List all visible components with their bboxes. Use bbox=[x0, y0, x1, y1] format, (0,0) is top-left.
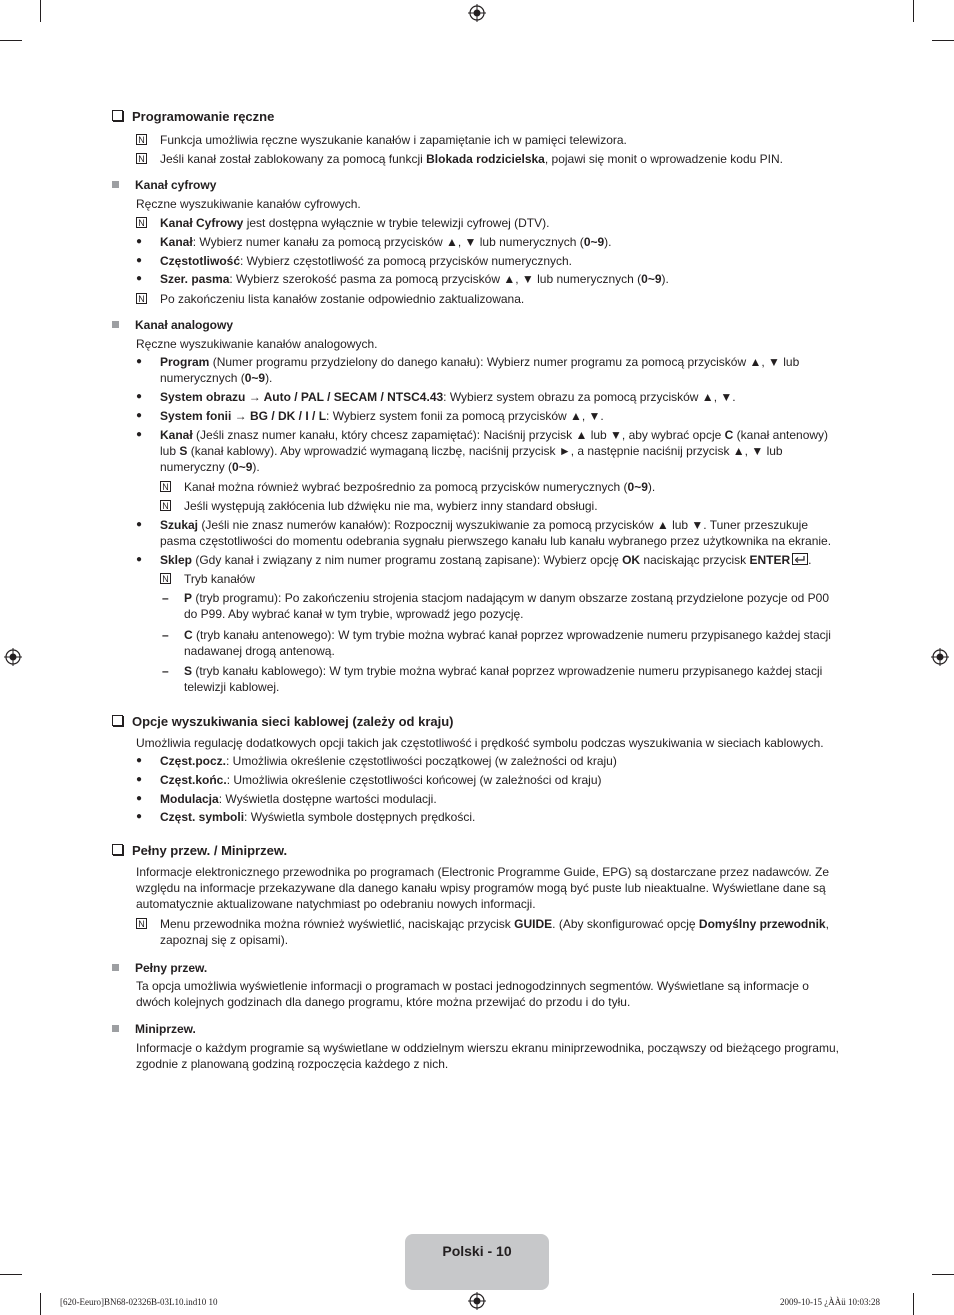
list-item: ● Kanał: Wybierz numer kanału za pomocą przycisków ▲, ▼ lub numerycznych (0~9). bbox=[136, 234, 842, 250]
note: N Tryb kanałów bbox=[160, 571, 842, 587]
registration-mark-icon bbox=[468, 4, 486, 22]
page-number: Polski - 10 bbox=[442, 1243, 512, 1259]
paragraph: Informacje elektronicznego przewodnika po programach (Electronic Programme Guide, EPG) są dostarczane przez nadawców. Ze względu na informacje przekazywane dla danego kanału wpisy programów mogą być puste lub nieaktualne. Wyświetlane dane są automatycznie aktualizowane natychmiast po odebraniu nowych informacji. bbox=[136, 865, 829, 911]
crop-mark bbox=[913, 1293, 914, 1315]
subsection-title-full-guide: Pełny przew. bbox=[112, 960, 207, 976]
square-bullet-icon bbox=[112, 964, 119, 971]
registration-mark-icon bbox=[931, 648, 949, 666]
paragraph: Umożliwia regulację dodatkowych opcji takich jak częstotliwość i prędkość symbolu podczas wyszukiwania w sieciach kablowych. bbox=[136, 736, 824, 750]
crop-mark bbox=[932, 1274, 954, 1275]
list-item: ● Częst.pocz.: Umożliwia określenie częstotliwości początkowej (w zależności od kraju) bbox=[136, 753, 842, 769]
square-bullet-icon bbox=[112, 181, 119, 188]
list-item: ● Szer. pasma: Wybierz szerokość pasma za pomocą przycisków ▲, ▼ lub numerycznych (0~9). bbox=[136, 271, 842, 287]
subsection-title-digital: Kanał cyfrowy bbox=[112, 177, 216, 193]
list-item: – P (tryb programu): Po zakończeniu strojenia stacjom nadającym w danym obszarze zostaną przydzielone pozycje od P00 do P99. Aby wybrać kanał w tym trybie, wprowadź jego pozycję. bbox=[162, 591, 829, 621]
note-icon bbox=[136, 918, 147, 929]
crop-mark bbox=[40, 1293, 41, 1315]
svg-text:N: N bbox=[162, 574, 169, 584]
crop-mark bbox=[0, 40, 22, 41]
note: N Menu przewodnika można również wyświetlić, naciskając przycisk GUIDE. (Aby skonfigurować opcję Domyślny przewodnik, zapoznaj się z opisami). bbox=[136, 916, 842, 948]
note-icon bbox=[136, 134, 147, 145]
svg-text:N: N bbox=[138, 154, 145, 164]
subsection-title-analog: Kanał analogowy bbox=[112, 317, 233, 333]
list-item: ● Częstotliwość: Wybierz częstotliwość za pomocą przycisków numerycznych. bbox=[136, 253, 842, 269]
list-item: ● Program (Numer programu przydzielony do danego kanału): Wybierz numer programu za pomocą przycisków ▲, ▼ lub numerycznych (0~9). bbox=[136, 354, 842, 386]
note: N Funkcja umożliwia ręczne wyszukanie kanałów i zapamiętanie ich w pamięci telewizora. bbox=[136, 132, 842, 148]
svg-text:N: N bbox=[162, 501, 169, 511]
subsection-title-mini-guide: Miniprzew. bbox=[112, 1021, 196, 1037]
svg-text:N: N bbox=[138, 135, 145, 145]
list-item: ● System fonii → BG / DK / I / L: Wybierz system fonii za pomocą przycisków ▲, ▼. bbox=[136, 408, 842, 424]
note-icon bbox=[136, 293, 147, 304]
list-item: – C (tryb kanału antenowego): W tym trybie można wybrać kanał poprzez wprowadzenie numeru przypisanego każdej stacji nadawanej drogą antenową. bbox=[162, 628, 831, 658]
note: N Po zakończeniu lista kanałów zostanie odpowiednio zaktualizowana. bbox=[136, 291, 842, 307]
note: N Kanał Cyfrowy jest dostępna wyłącznie w trybie telewizji cyfrowej (DTV). bbox=[136, 215, 842, 231]
note: N Jeśli kanał został zablokowany za pomocą funkcji Blokada rodzicielska, pojawi się monit o wprowadzenie kodu PIN. bbox=[136, 151, 842, 167]
crop-mark bbox=[932, 40, 954, 41]
note: N Kanał można również wybrać bezpośrednio za pomocą przycisków numerycznych (0~9). bbox=[160, 479, 842, 495]
print-slug-left: [620-Eeuro]BN68-02326B-03L10.ind10 10 bbox=[60, 1297, 218, 1307]
note-icon bbox=[160, 481, 171, 492]
paragraph: Ręczne wyszukiwanie kanałów analogowych. bbox=[136, 337, 378, 351]
square-bullet-icon bbox=[112, 321, 119, 328]
list-item: ● Częst. symboli: Wyświetla symbole dostępnych prędkości. bbox=[136, 809, 842, 825]
crop-mark bbox=[40, 0, 41, 22]
checkbox-bullet-icon bbox=[112, 844, 123, 855]
list-item: – S (tryb kanału kablowego): W tym trybie można wybrać kanał poprzez wprowadzenie numeru przypisanego każdej stacji telewizji kablowej. bbox=[162, 664, 823, 694]
note-icon bbox=[136, 217, 147, 228]
section-title-manual-tuning: Programowanie ręczne bbox=[112, 108, 274, 126]
list-item: ● Kanał (Jeśli znasz numer kanału, który chcesz zapamiętać): Naciśnij przycisk ▲ lub ▼, aby wybrać opcje C (kanał antenowy) lub S (kanał kablowy). Aby wprowadzić wymaganą liczbę, naciśnij przycisk ►, a następnie naciśnij przycisk ▲, ▼ lub numeryczny (0~9). bbox=[136, 427, 842, 475]
crop-mark bbox=[913, 0, 914, 22]
note-icon bbox=[160, 500, 171, 511]
enter-icon bbox=[792, 553, 808, 565]
list-item: ● System obrazu → Auto / PAL / SECAM / NTSC4.43: Wybierz system obrazu za pomocą przycisków ▲, ▼. bbox=[136, 389, 842, 405]
list-item: ● Sklep (Gdy kanał i związany z nim numer programu zostaną zapisane): Wybierz opcję OK naciskając przycisk ENTER . bbox=[136, 552, 842, 568]
svg-text:N: N bbox=[138, 919, 145, 929]
paragraph: Informacje o każdym programie są wyświetlane w oddzielnym wierszu ekranu miniprzewodnika, począwszy od bieżącego programu, zgodnie z planowaną godziną rozpoczęcia każdego z nich. bbox=[136, 1041, 839, 1071]
svg-text:N: N bbox=[162, 482, 169, 492]
print-slug-right: 2009-10-15 ¿ÀÀü 10:03:28 bbox=[780, 1297, 880, 1307]
svg-text:N: N bbox=[138, 294, 145, 304]
paragraph: Ta opcja umożliwia wyświetlenie informacji o programach w postaci jednogodzinnych segmentów. Wyświetlane są informacje o dwóch kolejnych godzinach dla danego programu, które można przewijać do przodu i do tyłu. bbox=[136, 979, 809, 1009]
checkbox-bullet-icon bbox=[112, 715, 123, 726]
section-title-cable-search: Opcje wyszukiwania sieci kablowej (zależy od kraju) bbox=[112, 713, 454, 731]
paragraph: Ręczne wyszukiwanie kanałów cyfrowych. bbox=[136, 197, 361, 211]
svg-text:N: N bbox=[138, 218, 145, 228]
list-item: ● Szukaj (Jeśli nie znasz numerów kanałów): Rozpocznij wyszukiwanie za pomocą przycisków ▲ lub ▼. Tuner przeszukuje pasma częstotliwości do momentu odebrania sygnału pierwszego kanału lub kanału wybranego przez użytkownika na ekranie. bbox=[136, 517, 842, 549]
checkbox-bullet-icon bbox=[112, 110, 123, 121]
note: N Jeśli występują zakłócenia lub dźwięku nie ma, wybierz inny standard obsługi. bbox=[160, 498, 842, 514]
section-title-guide: Pełny przew. / Miniprzew. bbox=[112, 842, 287, 860]
list-item: ● Modulacja: Wyświetla dostępne wartości modulacji. bbox=[136, 791, 842, 807]
square-bullet-icon bbox=[112, 1025, 119, 1032]
list-item: ● Częst.końc.: Umożliwia określenie częstotliwości końcowej (w zależności od kraju) bbox=[136, 772, 842, 788]
note-icon bbox=[160, 573, 171, 584]
crop-mark bbox=[0, 1274, 22, 1275]
registration-mark-icon bbox=[4, 648, 22, 666]
note-icon bbox=[136, 153, 147, 164]
page-number-tab bbox=[405, 1234, 549, 1290]
registration-mark-icon bbox=[468, 1292, 486, 1310]
